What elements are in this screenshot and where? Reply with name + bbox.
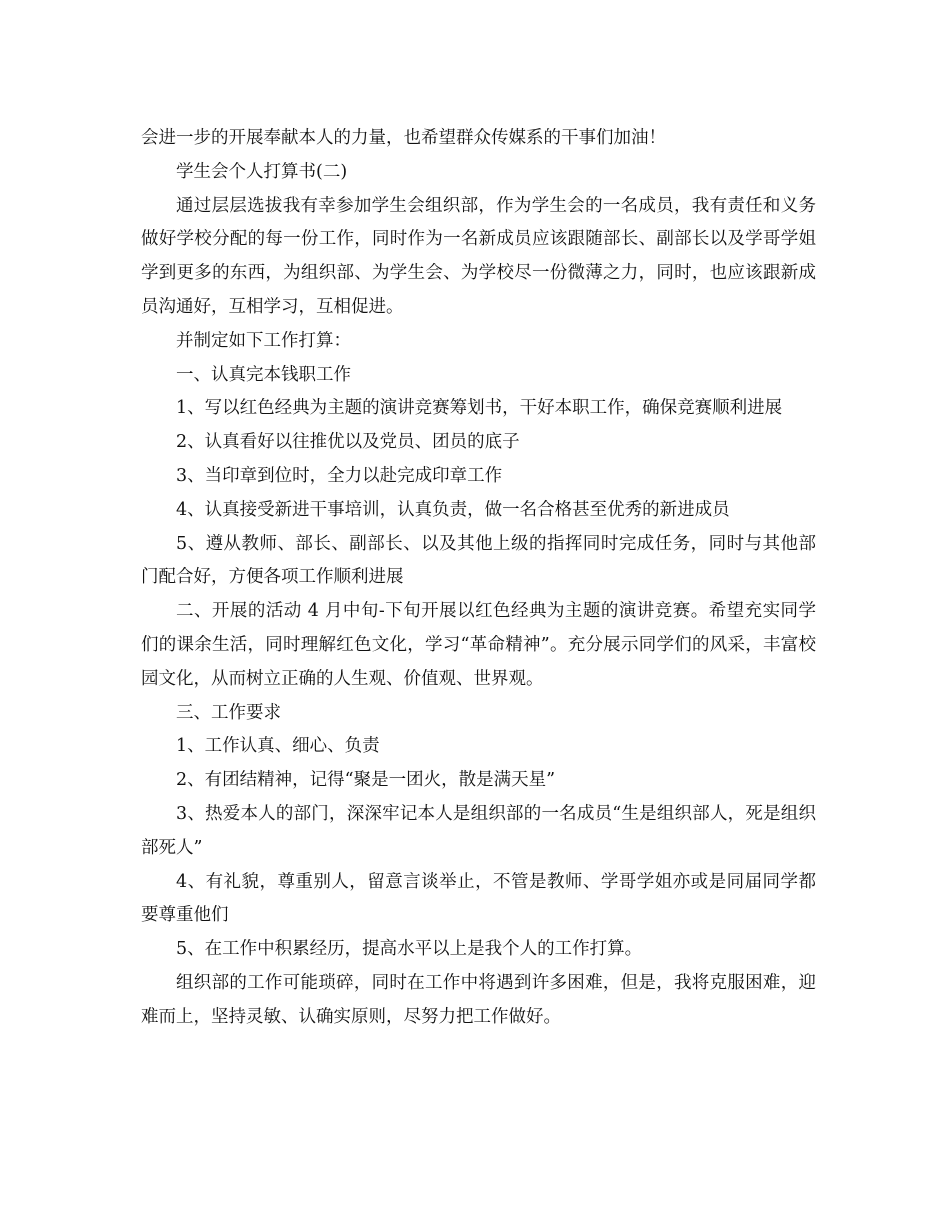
- heading-part-three: 三、工作要求: [176, 702, 281, 723]
- list-item: 2、认真看好以往推优以及党员、团员的底子: [176, 432, 520, 453]
- list-item: 5、遵从教师、部长、副部长、以及其他上级的指挥同时完成任务，同时与其他部门配合好，方便各项工作顺利进展: [141, 533, 816, 588]
- list-item: 5、在工作中积累经历，提高水平以上是我个人的工作打算。: [176, 939, 643, 960]
- document-body: [141, 122, 816, 1035]
- paragraph-closing: 组织部的工作可能琐碎，同时在工作中将遇到许多困难，但是，我将克服困难，迎难而上，坚持灵敏、认确实原则，尽努力把工作做好。: [141, 972, 816, 1027]
- list-item: 3、热爱本人的部门，深深牢记本人是组织部的一名成员“生是组织部人，死是组织部死人”: [141, 803, 816, 858]
- list-item: 4、认真接受新进干事培训，认真负责，做一名合格甚至优秀的新进成员: [176, 499, 730, 520]
- list-item: 2、有团结精神，记得“聚是一团火，散是满天星”: [176, 770, 556, 791]
- paragraph-plan-lead: 并制定如下工作打算：: [176, 330, 351, 351]
- list-item: 1、写以红色经典为主题的演讲竞赛筹划书，干好本职工作，确保竞赛顺利进展: [176, 398, 783, 419]
- list-item: 3、当印章到位时，全力以赴完成印章工作: [176, 465, 503, 486]
- paragraph-intro: 通过层层选拔我有幸参加学生会组织部，作为学生会的一名成员，我有责任和义务做好学校分配的每一份工作，同时作为一名新成员应该跟随部长、副部长以及学哥学姐学到更多的东西，为组织部、为学生会、为学校尽一份微薄之力，同时，也应该跟新成员沟通好，互相学习，互相促进。: [141, 195, 816, 317]
- heading-part-one: 一、认真完本钱职工作: [176, 364, 351, 385]
- section-title: 学生会个人打算书(二): [176, 161, 348, 182]
- heading-part-two: 二、开展的活动 4 月中旬-下旬开展以红色经典为主题的演讲竞赛。希望充实同学们的课余生活，同时理解红色文化，学习“革命精神”。充分展示同学们的风采，丰富校园文化，从而树立正确的人生观、价值观、世界观。: [141, 601, 816, 689]
- paragraph-continuation: 会进一步的开展奉献本人的力量，也希望群众传媒系的干事们加油！: [141, 128, 666, 148]
- list-item: 1、工作认真、细心、负责: [176, 736, 380, 757]
- list-item: 4、有礼貌，尊重别人，留意言谈举止，不管是教师、学哥学姐亦或是同届同学都要尊重他们: [141, 871, 816, 926]
